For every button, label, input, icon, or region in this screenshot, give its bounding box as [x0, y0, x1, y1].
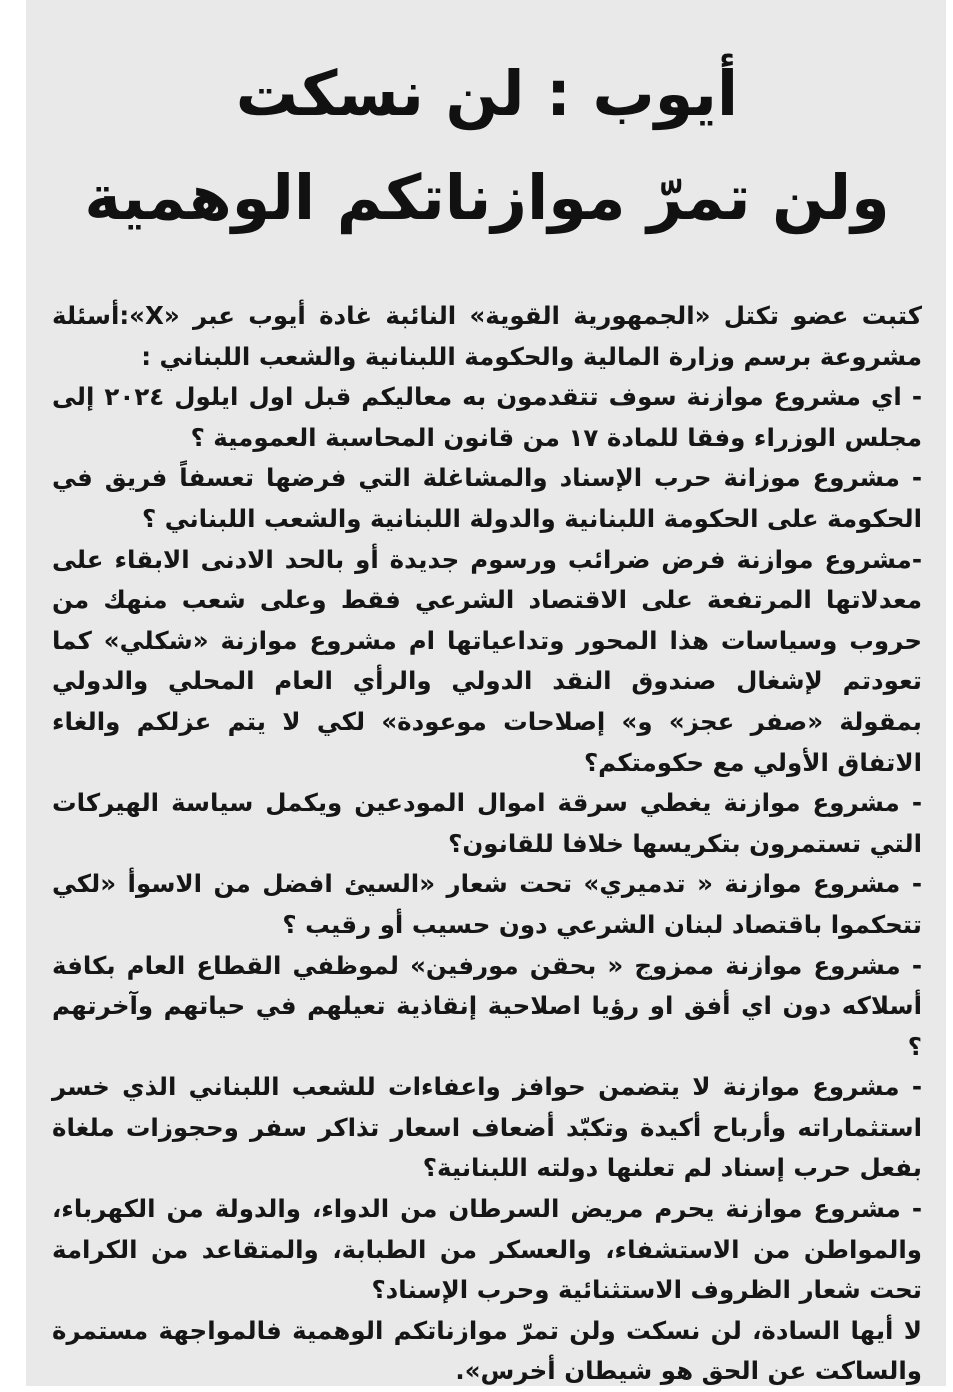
question-paragraph: - مشروع موازنة يحرم مريض السرطان من الدواء، والدولة من الكهرباء، والمواطن من الاستشفاء، والعسكر من الطبابة، والمتقاعد من الكرامة تحت شعار الظروف الاستثنائية وحرب الإسناد؟	[52, 1194, 922, 1305]
article-body	[52, 296, 922, 1392]
closing-paragraph: لا أيها السادة، لن نسكت ولن تمرّ موازناتكم الوهمية فالمواجهة مستمرة والساكت عن الحق هو شيطان أخرس».	[52, 1315, 922, 1386]
question-paragraph: - مشروع موازنة يغطي سرقة اموال المودعين ويكمل سياسة الهيركات التي تستمرون بتكريسها خلافا للقانون؟	[52, 788, 922, 858]
intro-paragraph: كتبت عضو تكتل «الجمهورية القوية» النائبة غادة أيوب عبر «X»:أسئلة مشروعة برسم وزارة المالية والحكومة اللبنانية والشعب اللبناني :	[52, 301, 922, 371]
question-paragraph: - مشروع موزانة حرب الإسناد والمشاغلة التي فرضها تعسفاً فريق في الحكومة على الحكومة اللبنانية والدولة اللبنانية والشعب اللبناني ؟	[52, 463, 922, 533]
question-paragraph: - مشروع موازنة لا يتضمن حوافز واعفاءات للشعب اللبناني الذي خسر استثماراته وأرباح أكيدة وتكبّد أضعاف اسعار تذاكر سفر وحجوزات ملغاة بفعل حرب إسناد لم تعلنها دولته اللبنانية؟	[52, 1072, 922, 1183]
newspaper-clipping	[26, 0, 946, 1386]
headline	[52, 0, 922, 250]
question-paragraph: - مشروع موازنة « تدميري» تحت شعار «السيئ افضل من الاسوأ «لكي تتحكموا باقتصاد لبنان الشرعي دون حسيب أو رقيب ؟	[52, 869, 922, 939]
question-paragraph: - مشروع موازنة ممزوج « بحقن مورفين» لموظفي القطاع العام بكافة أسلاكه دون اي أفق او رؤيا اصلاحية إنقاذية تعيلهم في حياتهم وآخرتهم ؟	[52, 950, 922, 1061]
headline-line-1: أيوب : لن نسكت	[235, 57, 739, 130]
headline-line-2: ولن تمرّ موازناتكم الوهمية	[84, 161, 890, 234]
question-paragraph: -مشروع موازنة فرض ضرائب ورسوم جديدة أو بالحد الادنى الابقاء على معدلاتها المرتفعة على الاقتصاد الشرعي فقط وعلى شعب منهك من حروب وسياسات هذا المحور وتداعياتها ام مشروع موازنة «شكلي» كما تعودتم لإشغال صندوق النقد الدولي والرأي العام المحلي والدولي بمقولة «صفر عجز» و» إصلاحات موعودة» لكي لا يتم عزلكم والغاء الاتفاق الأولي مع حكومتكم؟	[52, 544, 922, 777]
question-paragraph: - اي مشروع موازنة سوف تتقدمون به معاليكم قبل اول ايلول ٢٠٢٤ إلى مجلس الوزراء وفقا للمادة ١٧ من قانون المحاسبة العمومية ؟	[52, 382, 922, 452]
